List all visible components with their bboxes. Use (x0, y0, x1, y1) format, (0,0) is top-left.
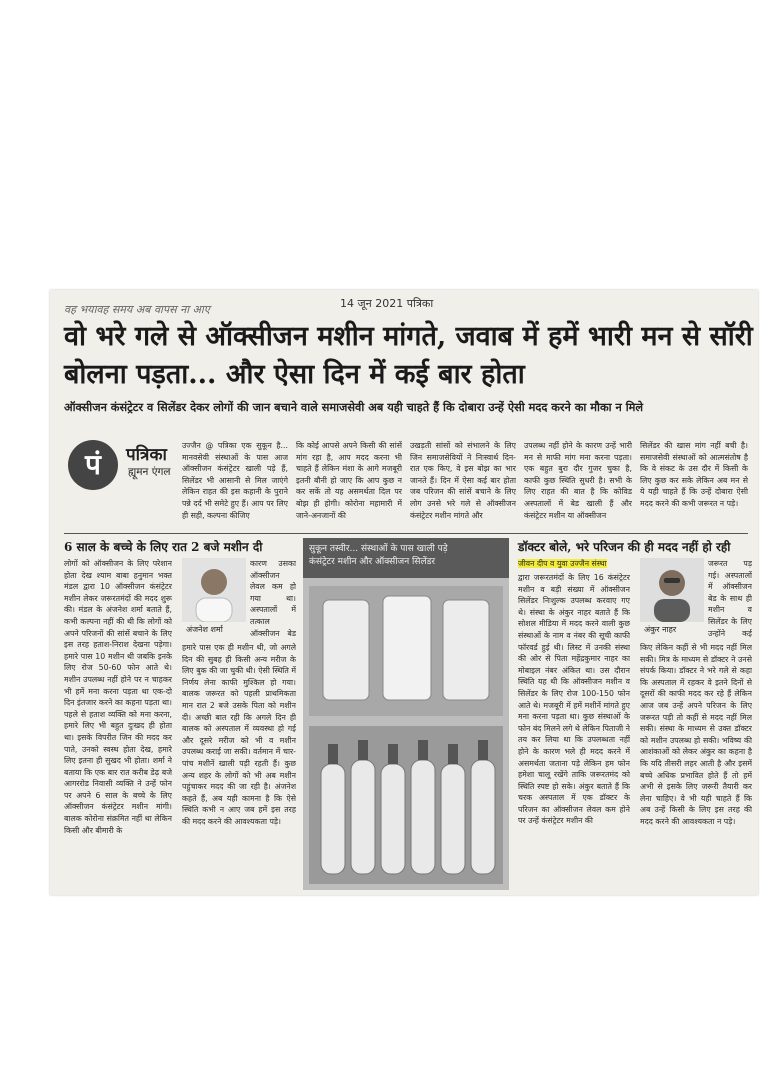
right-story-body-b-top: जरूरत पड़ गई। अस्पतालों में ऑक्सीजन बेड के साथ ही मशीन व सिलेंडर के लिए उन्होंने कई (708, 559, 752, 638)
left-story-body-b-top: कारण उसका ऑक्सीजन लेवल कम हो गया था। अस्पतालों में तत्काल ऑक्सीजन बेड (250, 559, 296, 638)
right-story-body-a: द्वारा जरूरतमंदों के लिए 16 कंसंट्रेटर मशीन व बड़ी संख्या में ऑक्सीजन सिलेंडर निःशुल्क उपलब्ध करवाए गए थे। संस्था के अंकुर नाहर बताते हैं कि सोशल मीडिया में मदद करने वाली कुछ संस्थाओं के नाम व नंबर की सूची काफी फॉरवर्ड हुई थी। लिस्ट में उनकी संस्था की ओर से पिता महेंद्रकुमार नाहर का मोबाइल नंबर अंकित था। उस दौरान स्थिति यह थी कि ऑक्सीजन मशीन व सिलेंडर के लिए रोज 100-150 फोन आते थे। मजबूरी में हमें मशीनें मांगते हुए मना करना पड़ता था। कुछ संस्थाओं के फोन बंद मिलने लगे थे लेकिन पिताजी ने तय कर लिया था कि उपलब्धता नहीं होने के कारण भले ही मदद करने में असमर्थता जताना पड़े लेकिन हम फोन हमेशा चालू रखेंगे ताकि जरूरतमंद को स्थिति स्पष्ट हो सके। अंकुर बताते हैं कि चरक अस्पताल में एक डॉक्टर के परिजन का ऑक्सीजन लेवल कम होने पर उन्हें कंसंट्रेटर मशीन की (518, 573, 630, 826)
photo-caption-line-2: कंसंट्रेटर मशीन और ऑक्सीजन सिलेंडर (309, 557, 436, 567)
intro-column-5: सिलेंडर की खास मांग नहीं बची है। समाजसेवी संस्थाओं को आत्मसंतोष है कि वे संकट के उस दौर में किसी के लिए कुछ कर सके लेकिन अब मन से ये यही चाहते हैं कि उन्हें दोबारा ऐसी मदद करने की कभी जरूरत न पड़े। (640, 441, 748, 508)
oxygen-equipment-photo (303, 538, 509, 890)
logo-brand: पत्रिका (126, 445, 167, 465)
logo-mark-icon: पं (68, 440, 118, 490)
anjanesh-sharma-caption: अंजनेश शर्मा (186, 625, 223, 634)
intro-column-1: उज्जैन @ पत्रिका एक सुकून है... मानवसेवी संस्थाओं के पास आज ऑक्सीजन कंसंट्रेटर खाली पड़े हैं, सिलेंडर भी आसानी से मिल जाएंगे लेकिन राहत की इस कहानी के पुराने पन्ने दर्द भी समेटे हुए हैं। आप पर लिए ही सही, कल्पना कीजिए (182, 441, 288, 520)
left-story-body-b: हमारे पास एक ही मशीन थी, जो अगले दिन की सुबह ही किसी अन्य मरीज के लिए बुक की जा चुकी थी। ऐसी स्थिति में निर्णय लेना काफी मुश्किल हो गया। बालक जरूरत को पहली प्राथमिकता मान रात 2 बजे उसके पिता को मशीन दी। अच्छी बात रही कि अगले दिन ही बालक को अस्पताल में व्यवस्था हो गई और दूसरे मरीज को भी व मशीन उपलब्ध कराई जा सकी। वर्तमान में चार-पांच मशीनें खाली पड़ी रहती हैं। कुछ अन्य शहर के लोगों को भी अब मशीन पहुंचाकर मदद की जा रही है। अंजनेश कहते हैं, अब यही कामना है कि ऐसे स्थिति कभी न आए जब हमें इस तरह की मदद करने की आवश्यकता पड़े। (182, 643, 296, 826)
section-divider (64, 533, 748, 534)
logo-tagline: ह्यूमन एंगल (128, 466, 171, 478)
handwritten-date-note: 14 जून 2021 पत्रिका (340, 297, 434, 310)
left-story-body-a: लोगों को ऑक्सीजन के लिए परेशान होता देख श्याम बाबा हनुमान भक्त मंडल द्वारा 10 ऑक्सीजन कंसंट्रेटर मशीन लेकर जरूरतमंदों की मदद शुरू की। मंडल के अंजनेश शर्मा बताते हैं, कभी कल्पना नहीं की थी कि लोगों को अपने परिजनों की सांसें बचाने के लिए इस तरह हताश-निराश देखना पड़ेगा। हमारे पास 10 मशीन थी जबकि इनके लिए रोज 50-60 फोन आते थे। मशीन उपलब्ध नहीं होने पर न चाहकर भी हमें मना करना पड़ता था एक-दो दिन इंतजार करने का कहना पड़ता था। पहले से हताश व्यक्ति को मना करना, हमारे लिए भी बहुत दुःखद ही होता था। इसके विपरीत जिन की मदद कर पाते, उनको स्वस्थ होता देख, हमारे लिए इतना ही सुखद भी होता। शर्मा ने बताया कि एक बार रात करीब डेढ़ बजे आगररोड निवासी व्यक्ति ने उन्हें फोन पर अपने 6 साल के बच्चे के लिए ऑक्सीजन कंसंट्रेटर मशीन मांगी। बालक कोरोना संक्रमित नहीं था लेकिन किसी और बीमारी के (64, 559, 172, 835)
kicker: वह भयावह समय अब वापस ना आए (64, 303, 210, 316)
newspaper-clipping (50, 290, 758, 895)
intro-column-2: कि कोई आपसे अपने किसी की सांसें मांग रहा है, आप मदद करना भी चाहते हैं लेकिन मंशा के आगे मजबूरी इतनी बौनी हो जाए कि आप कुछ न कर सकें तो यह असमर्थता दिल पर बोझ ही होगी। कोरोना महामारी में जाने-अनजानों की (296, 441, 402, 520)
anjanesh-sharma-photo (182, 558, 246, 622)
intro-column-4: उपलब्ध नहीं होने के कारण उन्हें भारी मन से माफी मांग मना करना पड़ता। एक बहुत बुरा दौर गुजर चुका है, काफी कुछ स्थिति सुधरी है। सभी के लिए राहत की बात है कि कोविड अस्पतालों में बेड खाली हैं और कंसंट्रेटर मशीन या ऑक्सीजन (524, 441, 632, 520)
highlighted-organization: जीवन दीप व युवा उज्जैन संस्था (518, 559, 607, 568)
intro-column-3: उखड़ती सांसों को संभालने के लिए जिन समाजसेवियों ने निःस्वार्थ दिन-रात एक किए, वे इस बोझ का भार जानते हैं। दिन में ऐसा कई बार होता जब परिजन की सांसें बचाने के लिए लोग उनसे भरे गले से ऑक्सीजन कंसंट्रेटर मशीन मांगते और (410, 441, 516, 520)
ankur-nahar-caption: अंकुर नाहर (644, 625, 677, 634)
left-story-title: 6 साल के बच्चे के लिए रात 2 बजे मशीन दी (64, 540, 263, 554)
right-story-highlight (518, 558, 630, 572)
subheadline: ऑक्सीजन कंसंट्रेटर व सिलेंडर देकर लोगों की जान बचाने वाले समाजसेवी अब यही चाहते हैं कि दोबारा उन्हें ऐसी मदद करने का मौका न मिले (64, 401, 644, 414)
right-story-title: डॉक्टर बोले, भरे परिजन की ही मदद नहीं हो रही (518, 540, 731, 554)
photo-caption-line-1: सुकून तस्वीर... संस्थाओं के पास खाली पड़े (309, 544, 448, 554)
ankur-nahar-photo (640, 558, 704, 622)
right-story-body-b: किए लेकिन कहीं से भी मदद नहीं मिल सकी। मित्र के माध्यम से डॉक्टर ने उनसे संपर्क किया। डॉक्टर ने भरे गले से कहा कि अस्पताल में रहकर वे इतने दिनों से दूसरों की काफी मदद कर रहे हैं लेकिन आज जब उन्हें अपने परिजन के लिए जरूरत पड़ी तो कहीं से मदद नहीं मिल सकी। संस्था के माध्यम से उक्त डॉक्टर को मशीन उपलब्ध हो सकी। भविष्य की आशंकाओं को लेकर अंकुर का कहना है कि यदि तीसरी लहर आती है और इसमें बच्चे अधिक प्रभावित होते हैं तो हमें अभी से इसके लिए जरूरी तैयारी कर लेना चाहिए। वे भी यही चाहते हैं कि अब उन्हें किसी के लिए इस तरह की मदद करने की आवश्यकता न पड़े। (640, 643, 752, 826)
headline: वो भरे गले से ऑक्सीजन मशीन मांगते, जवाब में हमें भारी मन से सॉरी बोलना पड़ता... और ऐसा दिन में कई बार होता (64, 321, 753, 390)
